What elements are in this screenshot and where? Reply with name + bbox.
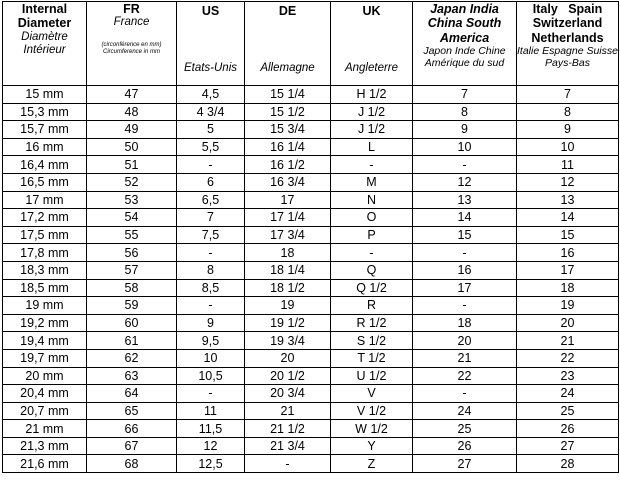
- cell-jp: 21: [413, 349, 517, 367]
- cell-it: 14: [517, 209, 619, 227]
- cell-d: 17,8 mm: [3, 244, 87, 262]
- header-diameter-l4: Intérieur: [23, 43, 66, 56]
- cell-it: 13: [517, 191, 619, 209]
- header-fr-note1: (circonférence en mm): [101, 41, 162, 48]
- table-row: [3, 86, 619, 104]
- cell-d: 17,5 mm: [3, 226, 87, 244]
- cell-fr: 58: [87, 279, 177, 297]
- cell-fr: 64: [87, 385, 177, 403]
- cell-d: 20,4 mm: [3, 385, 87, 403]
- header-it: [517, 2, 619, 86]
- header-us-title: US: [201, 4, 220, 18]
- header-fr-title: FR: [123, 2, 140, 16]
- cell-fr: 60: [87, 314, 177, 332]
- header-de-sub: Allemagne: [260, 62, 315, 75]
- cell-uk: S 1/2: [331, 332, 413, 350]
- header-diameter-l1: Internal: [21, 2, 68, 16]
- cell-de: 15 3/4: [245, 121, 331, 139]
- header-diameter: [3, 2, 87, 86]
- cell-d: 15 mm: [3, 86, 87, 104]
- table-row: [3, 367, 619, 385]
- table-row: [3, 437, 619, 455]
- table-row: [3, 156, 619, 174]
- header-fr-note2: Circumference in mm: [102, 48, 160, 55]
- cell-de: 18 1/2: [245, 279, 331, 297]
- cell-uk: H 1/2: [331, 86, 413, 104]
- table-row: [3, 244, 619, 262]
- cell-uk: -: [331, 244, 413, 262]
- cell-jp: 22: [413, 367, 517, 385]
- cell-d: 16,4 mm: [3, 156, 87, 174]
- cell-it: 15: [517, 226, 619, 244]
- header-fr: [87, 2, 177, 86]
- table-row: [3, 103, 619, 121]
- cell-us: 11: [177, 402, 245, 420]
- table-row: [3, 385, 619, 403]
- cell-uk: Q: [331, 261, 413, 279]
- cell-de: 16 1/4: [245, 138, 331, 156]
- cell-us: 5: [177, 121, 245, 139]
- cell-fr: 47: [87, 86, 177, 104]
- header-it-l5: Pays-Bas: [545, 57, 590, 70]
- table-row: [3, 314, 619, 332]
- header-jp-l3: America: [439, 30, 490, 45]
- cell-d: 15,3 mm: [3, 103, 87, 121]
- header-jp-l1: Japan India: [430, 2, 499, 16]
- cell-it: 21: [517, 332, 619, 350]
- cell-us: 8,5: [177, 279, 245, 297]
- cell-fr: 66: [87, 420, 177, 438]
- cell-d: 17 mm: [3, 191, 87, 209]
- header-it-l2: Switzerland: [532, 16, 603, 31]
- header-diameter-l3: Diamètre: [21, 30, 68, 43]
- cell-uk: J 1/2: [331, 103, 413, 121]
- cell-jp: -: [413, 156, 517, 174]
- cell-fr: 56: [87, 244, 177, 262]
- cell-us: 10,5: [177, 367, 245, 385]
- table-row: [3, 261, 619, 279]
- cell-jp: -: [413, 244, 517, 262]
- cell-de: 17 1/4: [245, 209, 331, 227]
- cell-jp: 25: [413, 420, 517, 438]
- cell-jp: 24: [413, 402, 517, 420]
- table-row: [3, 279, 619, 297]
- table-row: [3, 297, 619, 315]
- cell-uk: O: [331, 209, 413, 227]
- cell-us: -: [177, 156, 245, 174]
- cell-fr: 68: [87, 455, 177, 473]
- cell-d: 19 mm: [3, 297, 87, 315]
- cell-us: 4 3/4: [177, 103, 245, 121]
- header-de-title: DE: [278, 4, 297, 18]
- header-it-l1: Italy Spain: [532, 2, 603, 16]
- cell-d: 17,2 mm: [3, 209, 87, 227]
- cell-fr: 48: [87, 103, 177, 121]
- cell-jp: 13: [413, 191, 517, 209]
- cell-de: -: [245, 455, 331, 473]
- cell-de: 16 3/4: [245, 173, 331, 191]
- cell-it: 11: [517, 156, 619, 174]
- cell-it: 20: [517, 314, 619, 332]
- cell-d: 19,2 mm: [3, 314, 87, 332]
- cell-d: 16,5 mm: [3, 173, 87, 191]
- cell-de: 19 3/4: [245, 332, 331, 350]
- table-row: [3, 226, 619, 244]
- cell-us: 8: [177, 261, 245, 279]
- cell-d: 21 mm: [3, 420, 87, 438]
- cell-de: 15 1/2: [245, 103, 331, 121]
- cell-uk: N: [331, 191, 413, 209]
- table-row: [3, 121, 619, 139]
- table-body: [3, 86, 619, 473]
- header-diameter-l2: Diameter: [17, 16, 72, 31]
- cell-us: 12: [177, 437, 245, 455]
- cell-us: 9,5: [177, 332, 245, 350]
- cell-uk: Z: [331, 455, 413, 473]
- cell-d: 16 mm: [3, 138, 87, 156]
- cell-fr: 55: [87, 226, 177, 244]
- cell-fr: 49: [87, 121, 177, 139]
- table-row: [3, 138, 619, 156]
- cell-uk: R: [331, 297, 413, 315]
- cell-jp: 9: [413, 121, 517, 139]
- cell-uk: J 1/2: [331, 121, 413, 139]
- cell-uk: V: [331, 385, 413, 403]
- cell-fr: 51: [87, 156, 177, 174]
- cell-uk: M: [331, 173, 413, 191]
- ring-size-table: [2, 1, 619, 473]
- header-it-l3: Netherlands: [531, 30, 604, 45]
- cell-uk: W 1/2: [331, 420, 413, 438]
- cell-us: 4,5: [177, 86, 245, 104]
- cell-de: 19: [245, 297, 331, 315]
- header-uk: [331, 2, 413, 86]
- cell-it: 8: [517, 103, 619, 121]
- header-jp: [413, 2, 517, 86]
- cell-it: 10: [517, 138, 619, 156]
- table-row: [3, 420, 619, 438]
- table-row: [3, 402, 619, 420]
- cell-jp: 18: [413, 314, 517, 332]
- cell-us: 7,5: [177, 226, 245, 244]
- cell-jp: 17: [413, 279, 517, 297]
- cell-fr: 67: [87, 437, 177, 455]
- table-row: [3, 332, 619, 350]
- cell-fr: 63: [87, 367, 177, 385]
- cell-uk: U 1/2: [331, 367, 413, 385]
- cell-us: 11,5: [177, 420, 245, 438]
- cell-us: 6,5: [177, 191, 245, 209]
- cell-jp: 27: [413, 455, 517, 473]
- cell-d: 19,7 mm: [3, 349, 87, 367]
- cell-uk: P: [331, 226, 413, 244]
- header-us-sub: Etats-Unis: [183, 62, 238, 75]
- cell-it: 9: [517, 121, 619, 139]
- cell-it: 17: [517, 261, 619, 279]
- cell-uk: V 1/2: [331, 402, 413, 420]
- cell-d: 21,3 mm: [3, 437, 87, 455]
- cell-it: 25: [517, 402, 619, 420]
- cell-us: 7: [177, 209, 245, 227]
- cell-fr: 53: [87, 191, 177, 209]
- cell-jp: 12: [413, 173, 517, 191]
- cell-us: 9: [177, 314, 245, 332]
- header-row: [3, 2, 619, 86]
- cell-it: 22: [517, 349, 619, 367]
- cell-fr: 57: [87, 261, 177, 279]
- cell-us: -: [177, 297, 245, 315]
- header-uk-title: UK: [362, 4, 381, 18]
- cell-d: 21,6 mm: [3, 455, 87, 473]
- cell-jp: 26: [413, 437, 517, 455]
- cell-fr: 62: [87, 349, 177, 367]
- cell-it: 24: [517, 385, 619, 403]
- table-row: [3, 209, 619, 227]
- cell-jp: -: [413, 385, 517, 403]
- cell-de: 17 3/4: [245, 226, 331, 244]
- cell-d: 15,7 mm: [3, 121, 87, 139]
- cell-de: 18 1/4: [245, 261, 331, 279]
- header-jp-l2: China South: [427, 16, 502, 31]
- cell-de: 21 1/2: [245, 420, 331, 438]
- cell-it: 28: [517, 455, 619, 473]
- header-it-l4: Italie Espagne Suisse: [517, 45, 618, 58]
- table-row: [3, 349, 619, 367]
- cell-fr: 52: [87, 173, 177, 191]
- cell-de: 15 1/4: [245, 86, 331, 104]
- cell-it: 23: [517, 367, 619, 385]
- cell-us: 5,5: [177, 138, 245, 156]
- cell-jp: 7: [413, 86, 517, 104]
- cell-uk: Q 1/2: [331, 279, 413, 297]
- cell-de: 17: [245, 191, 331, 209]
- cell-de: 20: [245, 349, 331, 367]
- cell-it: 18: [517, 279, 619, 297]
- cell-d: 20,7 mm: [3, 402, 87, 420]
- cell-de: 21: [245, 402, 331, 420]
- cell-de: 19 1/2: [245, 314, 331, 332]
- cell-d: 20 mm: [3, 367, 87, 385]
- header-jp-l4: Japon Inde Chine: [423, 45, 506, 58]
- table-row: [3, 191, 619, 209]
- cell-us: -: [177, 385, 245, 403]
- cell-uk: T 1/2: [331, 349, 413, 367]
- cell-de: 20 3/4: [245, 385, 331, 403]
- cell-d: 18,3 mm: [3, 261, 87, 279]
- cell-us: 10: [177, 349, 245, 367]
- header-us: [177, 2, 245, 86]
- cell-jp: -: [413, 297, 517, 315]
- header-de: [245, 2, 331, 86]
- cell-jp: 14: [413, 209, 517, 227]
- cell-d: 18,5 mm: [3, 279, 87, 297]
- table-row: [3, 455, 619, 473]
- cell-fr: 50: [87, 138, 177, 156]
- cell-jp: 15: [413, 226, 517, 244]
- table-row: [3, 173, 619, 191]
- cell-it: 16: [517, 244, 619, 262]
- cell-fr: 59: [87, 297, 177, 315]
- cell-de: 16 1/2: [245, 156, 331, 174]
- cell-jp: 20: [413, 332, 517, 350]
- cell-it: 27: [517, 437, 619, 455]
- cell-it: 26: [517, 420, 619, 438]
- cell-uk: Y: [331, 437, 413, 455]
- cell-jp: 8: [413, 103, 517, 121]
- cell-de: 21 3/4: [245, 437, 331, 455]
- cell-d: 19,4 mm: [3, 332, 87, 350]
- header-jp-l5: Amérique du sud: [424, 57, 505, 70]
- cell-it: 12: [517, 173, 619, 191]
- cell-uk: R 1/2: [331, 314, 413, 332]
- cell-us: 12,5: [177, 455, 245, 473]
- cell-fr: 54: [87, 209, 177, 227]
- cell-it: 7: [517, 86, 619, 104]
- cell-us: 6: [177, 173, 245, 191]
- cell-us: -: [177, 244, 245, 262]
- cell-fr: 65: [87, 402, 177, 420]
- cell-fr: 61: [87, 332, 177, 350]
- header-fr-sub: France: [113, 16, 150, 29]
- cell-uk: -: [331, 156, 413, 174]
- cell-jp: 10: [413, 138, 517, 156]
- header-uk-sub: Angleterre: [344, 62, 399, 75]
- cell-jp: 16: [413, 261, 517, 279]
- cell-de: 18: [245, 244, 331, 262]
- cell-de: 20 1/2: [245, 367, 331, 385]
- cell-uk: L: [331, 138, 413, 156]
- cell-it: 19: [517, 297, 619, 315]
